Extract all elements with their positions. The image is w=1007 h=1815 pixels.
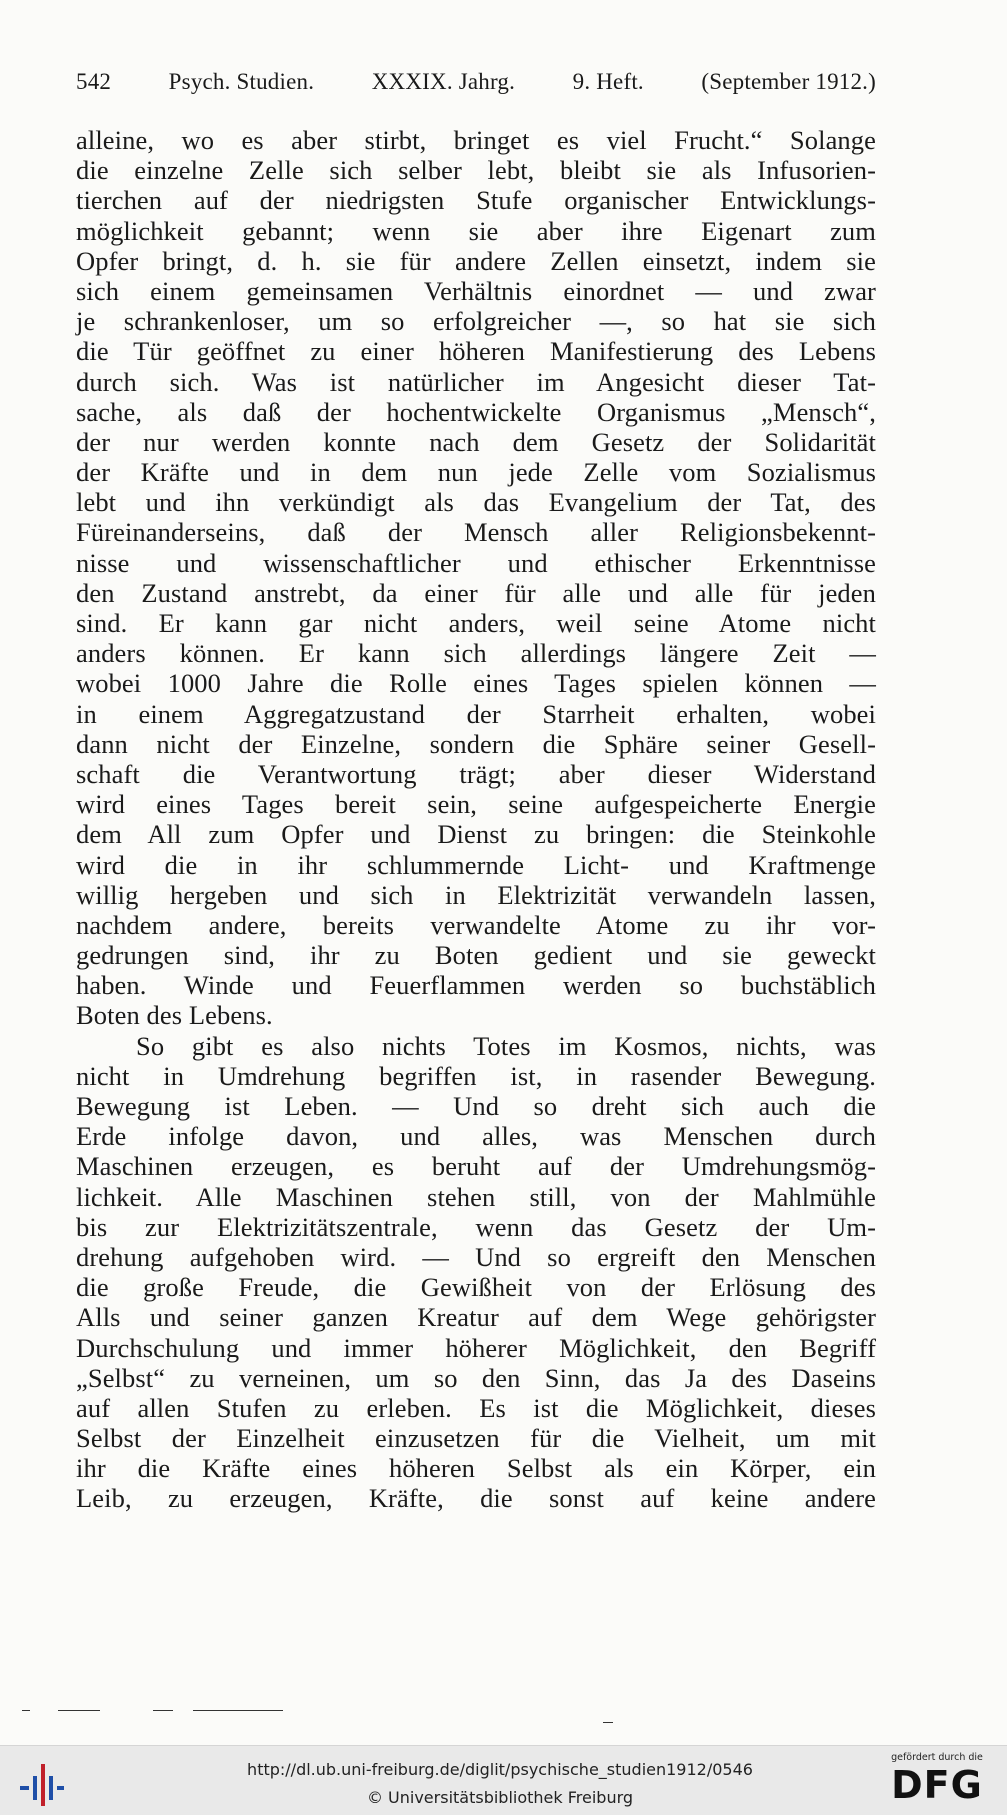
text-line: möglichkeit gebannt; wenn sie aber ihre Eigenart zum [76,215,876,246]
text-line: ihr die Kräfte eines höheren Selbst als ein Körper, ein [76,1453,876,1484]
text-line: drehung aufgehoben wird. — Und so ergreift den Menschen [76,1241,876,1272]
text-line: der nur werden konnte nach dem Gesetz der Solidarität [76,426,876,457]
text-line: die Tür geöffnet zu einer höheren Manifestierung des Lebens [76,336,876,367]
text-line: Selbst der Einzelheit einzusetzen für die Vielheit, um mit [76,1423,876,1454]
text-line: wird die in ihr schlummernde Licht- und Kraftmenge [76,849,876,880]
text-line: Alls und seiner ganzen Kreatur auf dem Wege gehörigster [76,1302,876,1333]
running-header [76,69,876,95]
volume-label: XXXIX. Jahrg. [371,69,516,94]
text-line: Opfer bringt, d. h. sie für andere Zellen einsetzt, indem sie [76,245,876,276]
text-line: durch sich. Was ist natürlicher im Angesicht dieser Tat- [76,366,876,397]
dfg-caption: gefördert durch die [891,1752,983,1763]
issue-label: 9. Heft. [572,69,644,94]
scan-mark [58,1710,100,1711]
text-line: den Zustand anstrebt, da einer für alle und alle für jeden [76,577,876,608]
text-line: anders können. Er kann sich allerdings längere Zeit — [76,638,876,669]
text-line: bis zur Elektrizitätszentrale, wenn das Gesetz der Um- [76,1211,876,1242]
text-line: auf allen Stufen zu erleben. Es ist die Möglichkeit, dieses [76,1392,876,1423]
dfg-wordmark: DFG [891,1763,983,1807]
text-line: Maschinen erzeugen, es beruht auf der Umdrehungsmög- [76,1151,876,1182]
text-line: in einem Aggregatzustand der Starrheit erhalten, wobei [76,698,876,729]
page-number: 542 [76,69,112,94]
text-line: die große Freude, die Gewißheit von der Erlösung des [76,1272,876,1303]
text-line: wobei 1000 Jahre die Rolle eines Tages spielen können — [76,668,876,699]
issue-date: (September 1912.) [701,69,876,94]
running-title: Psych. Studien. [168,69,315,94]
text-line: je schrankenloser, um so erfolgreicher —, so hat sie sich [76,306,876,337]
text-line: der Kräfte und in dem nun jede Zelle vom Sozialismus [76,457,876,488]
document-url-link[interactable]: http://dl.ub.uni-freiburg.de/diglit/psychische_studien1912/0546 [247,1760,753,1779]
text-line: lichkeit. Alle Maschinen stehen still, von der Mahlmühle [76,1181,876,1212]
text-line: nachdem andere, bereits verwandelte Atome zu ihr vor- [76,909,876,940]
body-text [76,125,876,1514]
text-line: alleine, wo es aber stirbt, bringet es viel Frucht.“ Solange [76,125,876,155]
paragraph-start-line: So gibt es also nichts Totes im Kosmos, nichts, was [136,1030,876,1061]
text-line: haben. Winde und Feuerflammen werden so buchstäblich [76,970,876,1001]
copyright-notice: © Universitätsbibliothek Freiburg [366,1788,634,1807]
text-line: Füreinanderseins, daß der Mensch aller Religionsbekennt- [76,517,876,548]
ub-freiburg-logo-icon [20,1760,64,1806]
scan-mark [22,1710,30,1711]
text-line: willig hergeben und sich in Elektrizität verwandeln lassen, [76,879,876,910]
text-line: „Selbst“ zu verneinen, um so den Sinn, das Ja des Daseins [76,1362,876,1393]
text-line: nicht in Umdrehung begriffen ist, in rasender Bewegung. [76,1060,876,1091]
text-line: tierchen auf der niedrigsten Stufe organischer Entwicklungs- [76,185,876,216]
viewer-footer-bar [0,1745,1007,1815]
text-line: Bewegung ist Leben. — Und so dreht sich auch die [76,1091,876,1121]
text-line: sache, als daß der hochentwickelte Organismus „Mensch“, [76,396,876,427]
text-line: lebt und ihn verkündigt als das Evangelium der Tat, des [76,487,876,518]
text-line: Durchschulung und immer höherer Möglichkeit, den Begriff [76,1332,876,1363]
text-line: sich einem gemeinsamen Verhältnis einordnet — und zwar [76,275,876,306]
scan-footer-marks [0,1710,1007,1720]
text-line: schaft die Verantwortung trägt; aber dieser Widerstand [76,758,876,789]
text-line: dann nicht der Einzelne, sondern die Sphäre seiner Gesell- [76,728,876,759]
text-line: gedrungen sind, ihr zu Boten gedient und sie geweckt [76,940,876,971]
text-line: Leib, zu erzeugen, Kräfte, die sonst auf keine andere [76,1483,876,1514]
scan-mark [603,1722,613,1723]
scan-mark [153,1710,173,1711]
text-line: nisse und wissenschaftlicher und ethischer Erkenntnisse [76,547,876,578]
dfg-logo[interactable] [877,1750,997,1812]
text-line: wird eines Tages bereit sein, seine aufgespeicherte Energie [76,789,876,820]
text-line: Erde infolge davon, und alles, was Menschen durch [76,1121,876,1152]
scan-mark [193,1710,283,1711]
paragraph-end-line: Boten des Lebens. [76,1000,273,1031]
text-line: die einzelne Zelle sich selber lebt, bleibt sie als Infusorien- [76,155,876,186]
text-line: dem All zum Opfer und Dienst zu bringen: die Steinkohle [76,819,876,850]
text-line: sind. Er kann gar nicht anders, weil seine Atome nicht [76,608,876,638]
